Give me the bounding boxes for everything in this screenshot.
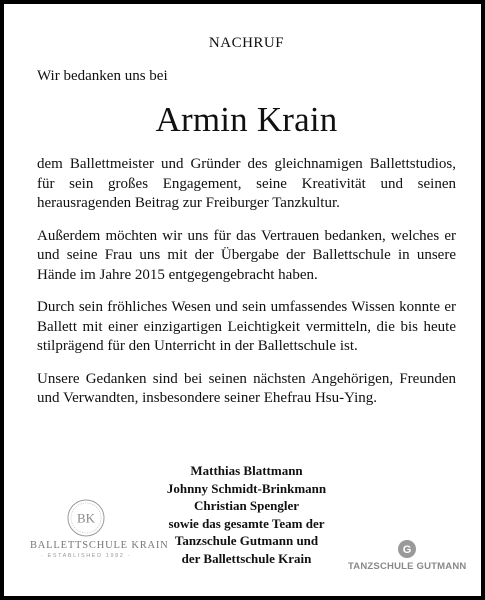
logo-right-name: TANZSCHULE GUTMANN xyxy=(348,561,467,572)
signatory-line: Johnny Schmidt-Brinkmann xyxy=(166,480,327,496)
paragraph-2: Außerdem möchten wir uns für das Vertrauen bedanken, welches er und seine Frau uns mit der Übergabe der Ballettschule in unsere Hände im Jahre 2015 entgegengebracht haben. xyxy=(37,227,456,283)
bk-monogram: BK xyxy=(76,510,96,526)
signatory-line: Matthias Blattmann xyxy=(190,463,303,478)
tanzschule-gutmann-logo-icon xyxy=(397,539,417,559)
ballettschule-krain-logo-icon xyxy=(66,498,106,538)
signatory-line: der Ballettschule Krain xyxy=(181,550,312,566)
paragraph-4: Unsere Gedanken sind bei seinen nächsten Angehörigen, Freunden und Verwandten, insbesondere seiner Ehefrau Hsu-Ying. xyxy=(37,370,456,406)
g-monogram: G xyxy=(402,544,412,556)
signatory-line: Tanzschule Gutmann und xyxy=(174,533,319,548)
deceased-name: Armin Krain xyxy=(155,100,338,139)
notice-body xyxy=(37,26,456,409)
tanzschule-gutmann-logo xyxy=(348,539,466,579)
paragraph-1: dem Ballettmeister und Gründer des gleichnamigen Ballettstudios, für sein großes Engagement, seine Kreativität und seinen herausragenden Beitrag zur Freiburger Tanzkultur. xyxy=(37,156,456,211)
signatory-line: Christian Spengler xyxy=(193,498,300,513)
intro-line: Wir bedanken uns bei xyxy=(37,68,168,84)
logo-left-sub: · ESTABLISHED 1982 · xyxy=(41,553,131,559)
paragraph-3: Durch sein fröhliches Wesen und sein umfassendes Wissen konnte er Ballett mit einer einzigartigen Leichtigkeit vermitteln, die bis heute stilprägend für den Unterricht in der Ballettschule ist. xyxy=(37,299,456,354)
ballettschule-krain-logo xyxy=(30,498,169,578)
logo-left-name: BALLETTSCHULE KRAIN xyxy=(30,540,169,551)
notice-heading: NACHRUF xyxy=(208,35,285,51)
signatory-line: sowie das gesamte Team der xyxy=(168,515,325,531)
